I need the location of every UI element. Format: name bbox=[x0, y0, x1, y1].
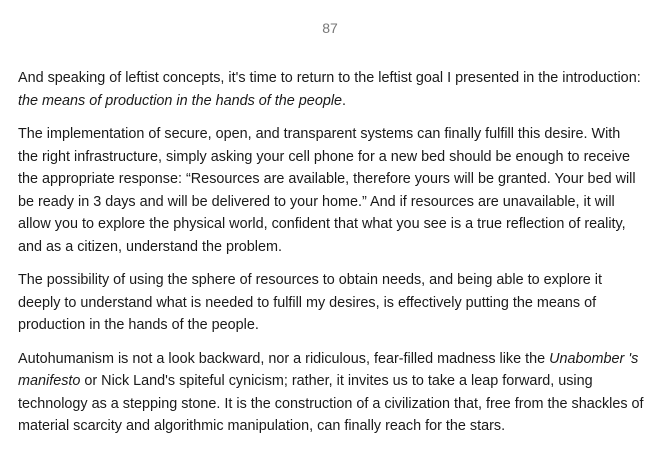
page-number: 87 bbox=[322, 20, 338, 36]
paragraph-4-emphasis: Unabomber 's manifesto bbox=[18, 350, 639, 389]
paragraph-3: The possibility of using the sphere of resources to obtain needs, and being able to explore it deeply to understand what is needed to fulfill my desires, is effectively putting the means of production in the hands of the people. bbox=[18, 272, 602, 333]
paragraph-4-text: Autohumanism is not a look backward, nor a ridiculous, fear-filled madness like the bbox=[18, 350, 550, 367]
document-body bbox=[18, 67, 644, 449]
paragraph-4 bbox=[18, 348, 644, 438]
paragraph-2: The implementation of secure, open, and transparent systems can finally fulfill this desire. With the right infrastructure, simply asking your cell phone for a new bed should be enough to receive the appropriate response: “Resources are available, therefore yours will be granted. Your bed will be ready in 3 days and will be delivered to your home.” And if resources are unavailable, it will allow you to explore the physical world, confident that what you see is a true reflection of reality, and as a citizen, understand the problem. bbox=[18, 126, 636, 255]
paragraph-1-text: And speaking of leftist concepts, it's time to return to the leftist goal I presented in the introduction: bbox=[18, 70, 641, 86]
paragraph-1 bbox=[18, 67, 644, 112]
paragraph-4-end: or Nick Land's spiteful cynicism; rather, it invites us to take a leap forward, using technology as a stepping stone. It is the construction of a civilization that, free from the shackles of material scarcity and algorithmic manipulation, can finally reach for the stars. bbox=[18, 373, 644, 434]
paragraph-1-end: . bbox=[342, 92, 347, 109]
paragraph-1-emphasis: the means of production in the hands of the people bbox=[18, 92, 343, 109]
